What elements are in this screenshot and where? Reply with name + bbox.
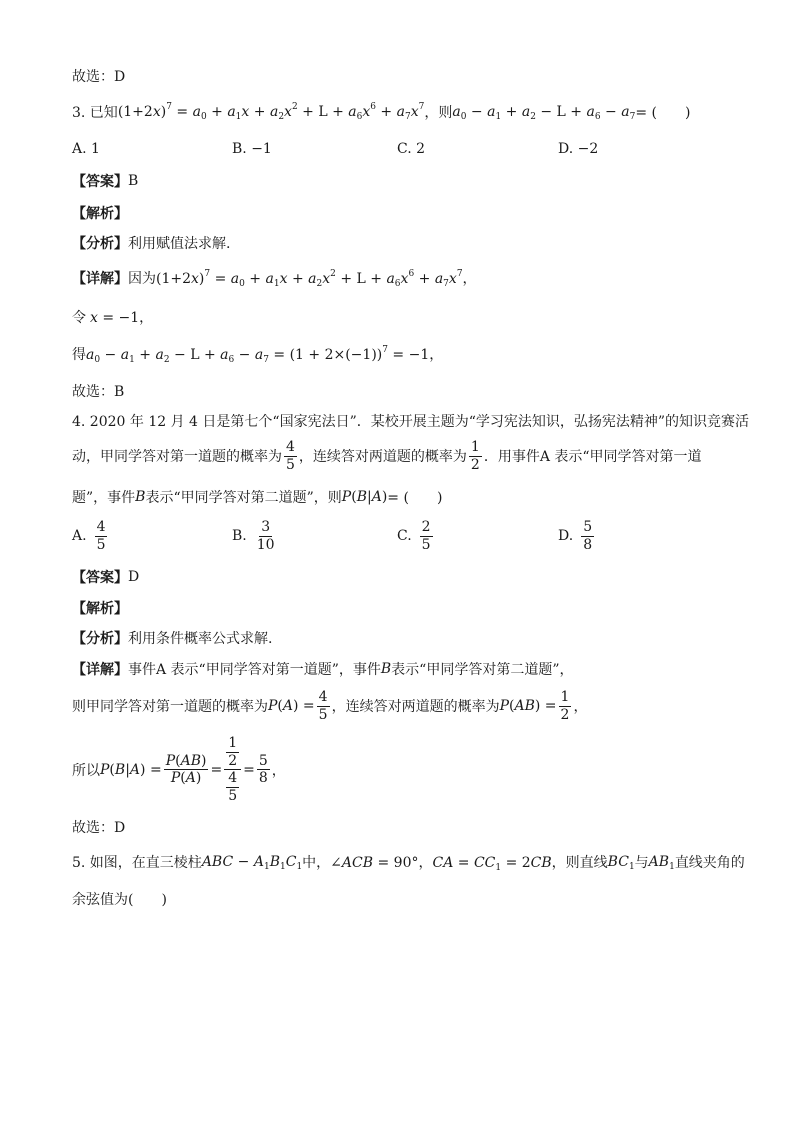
q3-option-b-text: B. −1 [232,141,272,157]
q3-tail: = ( ) [635,105,691,121]
conclusion-text: 故选：D [72,69,126,85]
frac-den: 2 [560,706,570,723]
angle-expr: ∠ACB = 90°，CA = $CC_1 = 2CB$ [330,855,552,873]
jiexi-tag: 【解析】 [72,206,128,222]
inner-frac [226,736,239,768]
detail-tag: 【详解】 [72,271,128,287]
option-fraction [581,520,594,552]
line-bc1: $BC_1$ [607,854,635,872]
answer-value: D [128,569,140,585]
fraction-1-2 [469,440,482,472]
q4-line1-text: 4. 2020 年 12 月 4 日是第七个“国家宪法日”．某校开展主题为“学习宪法知识，弘扬宪法精神”的知识竞赛活 [72,414,750,430]
q3-option-c-text: C. 2 [397,141,426,157]
q4-line2-b: ，连续答对两道题的概率为 [298,449,467,466]
q4-jiexi [72,598,128,618]
detail-tag: 【详解】 [72,662,128,678]
q3-fenxi [72,233,230,253]
frac-den: 2 [470,456,480,473]
q4-detail-1a: 事件A 表示“甲同学答对第一道题”，事件 [128,662,381,678]
frac-num: 2 [421,519,431,535]
frac-num: 5 [258,752,268,769]
frac-den: 8 [583,536,593,553]
q3-expansion: $(1+2x)^7 = a_0 + a_1x + a_2x^2 + L + a_6x^6 + a_7x^7$ [117,102,425,122]
q4-detail-1b: 表示“甲同学答对第二道题”， [391,662,574,678]
option-label: B. [232,528,247,545]
frac-num: 1 [470,439,480,455]
q4-stem-line1 [72,411,749,431]
event-b: B [135,489,146,505]
q4-line2-a: 动，甲同学答对第一道题的概率为 [72,449,282,466]
frac-num: 4 [96,519,106,535]
q3-ling [72,307,153,327]
q5-line2-text: 余弦值为( ) [72,892,167,908]
frac-den: 5 [421,536,431,553]
frac-num: 4 [228,770,238,787]
q4-line2-c: ．用事件A 表示“甲同学答对第一道 [483,449,702,466]
q5-line1-a: 5. 如图，在直三棱柱 [72,855,202,871]
q3-option-d [558,141,598,157]
q4-conditional: P(B|A) [341,489,388,505]
option-label: D. [558,528,574,545]
frac-num [224,736,241,770]
fraction-4-5 [317,690,330,722]
option-fraction [255,520,277,552]
cond-expr: P(B|A) = [100,761,162,778]
q3-detail-expansion: $(1+2x)^7 = a_0 + a_1x + a_2x^2 + L + a_6x^6 + a_7x^7$， [156,269,477,289]
q4-stem-line3 [72,487,442,507]
frac-num: 4 [318,689,328,705]
fenxi-text: 利用赋值法求解. [128,236,231,252]
q4-option-c [397,520,435,552]
q3-option-b [232,141,272,157]
option-fraction [95,520,108,552]
q4-suoyi [72,736,286,804]
jiexi-tag: 【解析】 [72,601,128,617]
frac-den: 5 [286,456,295,473]
q4-detail-1 [72,659,574,679]
equals: = [210,761,223,778]
frac-num: 4 [286,439,295,455]
guxuan-text: 故选：B [72,384,125,400]
frac-num: 3 [261,519,271,535]
comma: ， [573,699,588,716]
q4-option-a [72,520,109,552]
q4-fenxi [72,628,272,648]
fraction-1-2 [559,690,572,722]
q3-de [72,344,443,364]
prism-name: ABC − $A_1B_1C_1$ [201,854,303,872]
answer-tag: 【答案】 [72,570,128,586]
q3-stem [72,102,690,122]
q3-detail [72,268,477,288]
q3-answer [72,171,138,191]
q3-option-a-text: A. 1 [72,141,100,157]
frac-num: 1 [228,735,238,751]
answer-value: B [128,173,139,189]
q4-detail-2a: 则甲同学答对第一道题的概率为 [72,699,268,716]
fraction-4-5 [284,440,297,472]
q3-jiexi [72,203,128,223]
q4-option-b [232,520,279,552]
q5-line1-c: ，则直线 [551,855,608,871]
frac-den: 2 [228,752,238,769]
q4-option-d [558,520,596,552]
q3-guxuan [72,381,124,401]
q4-detail-2 [72,690,587,722]
q4-answer [72,567,139,587]
q4-line3-a: 题”，事件 [72,490,136,506]
option-fraction [420,520,433,552]
option-label: C. [397,528,412,545]
q4-stem-line2 [72,440,702,472]
detail-pre: 因为 [128,271,156,287]
comma: ， [271,762,286,779]
frac-num: 1 [560,689,570,705]
frac-den: 5 [228,788,238,805]
fenxi-text: 利用条件概率公式求解. [128,631,273,647]
frac-den: 5 [318,706,328,723]
q3-substitution: x = −1， [90,310,154,326]
q3-option-c [397,141,425,157]
equals: = [243,761,255,778]
ling-text: 令 [72,310,86,326]
q3-target: $a_0 - a_1 + a_2 - L + a_6 - a_7$ [452,104,636,122]
q5-line1-b: 中， [302,855,331,871]
q5-line1-e: 直线夹角的 [674,855,745,871]
q3-option-a [72,141,100,157]
frac-den: 10 [256,536,275,553]
frac-den: 8 [258,770,268,787]
q4-detail-2b: ，连续答对两道题的概率为 [331,699,500,716]
q4-line3-b: 表示“甲同学答对第二道题”，则 [145,490,342,506]
q5-stem-line2 [72,889,167,909]
fenxi-tag: 【分析】 [72,631,128,647]
q5-line1-d: 与 [634,855,649,871]
line-ab1: $AB_1$ [648,854,675,872]
q3-result: $a_0 - a_1 + a_2 - L + a_6 - a_7 = (1 + 2\times(-1))^7 = -1$， [86,345,444,365]
suoyi-text: 所以 [72,762,100,779]
fenxi-tag: 【分析】 [72,236,128,252]
q4-guxuan [72,817,125,837]
frac-num: P(AB) [165,752,207,769]
pab-expr: P(AB) = [499,698,557,715]
q5-stem-line1 [72,852,745,872]
event-b: B [380,661,392,677]
frac-num: 5 [583,519,593,535]
q4-line3-c: = ( ) [387,490,443,506]
fraction-compound [224,736,241,804]
frac-den: P(A) [170,770,202,787]
q3-mid: ，则 [424,105,453,121]
frac-den [224,770,241,803]
conclusion-prev [72,66,125,86]
de-text: 得 [72,347,86,363]
q3-prefix: 3. 已知 [72,105,118,121]
option-label: A. [72,528,87,545]
fraction-pab-pa [164,754,209,786]
fraction-5-8 [257,754,270,786]
inner-frac [226,771,239,803]
frac-den: 5 [96,536,106,553]
pa-expr: P(A) = [268,698,315,715]
answer-tag: 【答案】 [72,174,128,190]
guxuan-text: 故选：D [72,820,126,836]
q3-option-d-text: D. −2 [558,141,599,157]
